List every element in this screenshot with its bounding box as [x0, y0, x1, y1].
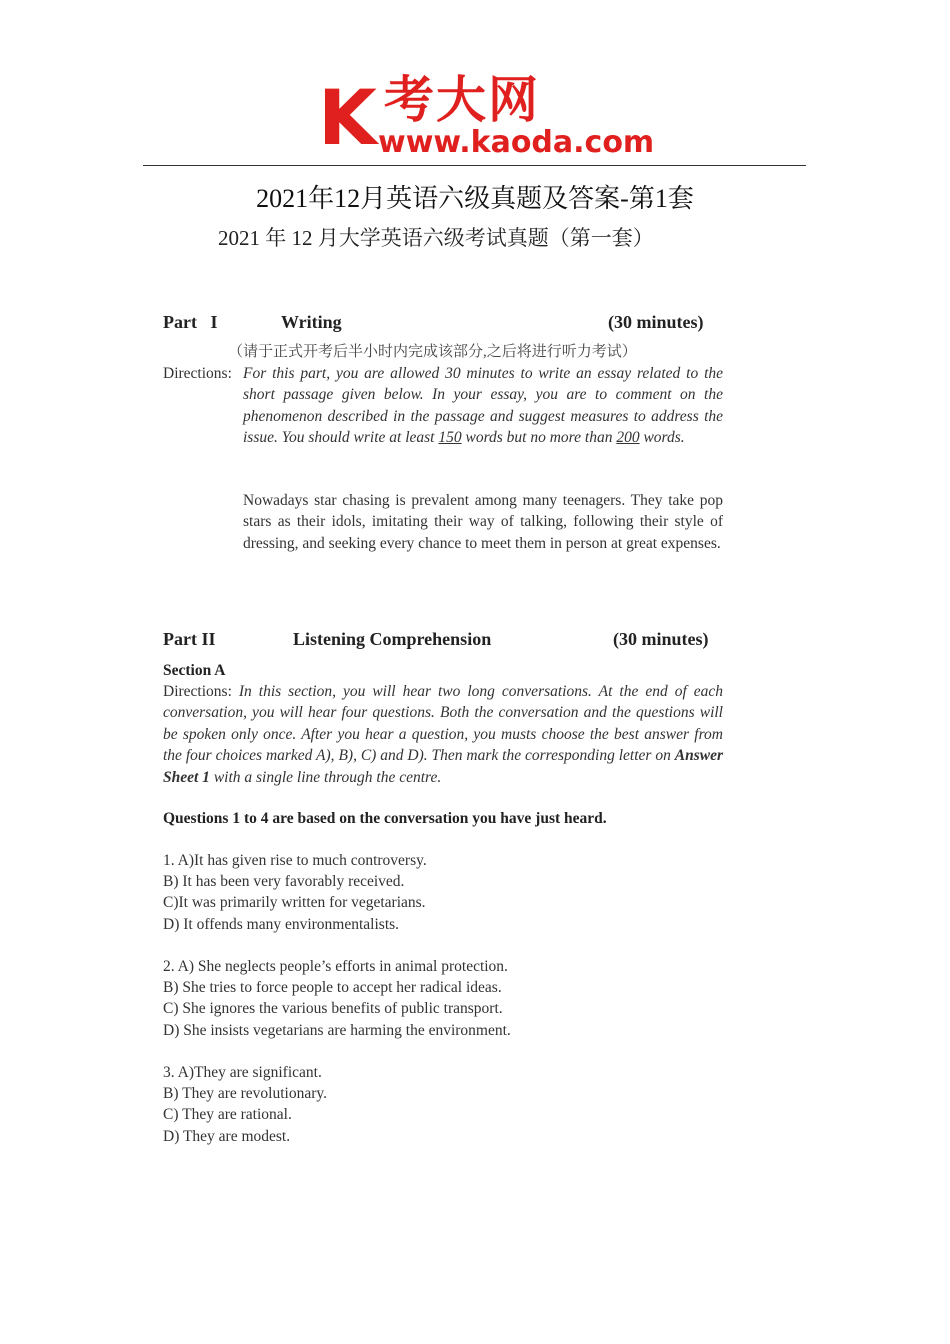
- question-option: C)It was primarily written for vegetarians.: [163, 894, 426, 912]
- question-option: C) They are rational.: [163, 1106, 292, 1124]
- section-a-heading: Section A: [163, 662, 226, 679]
- question-option: 3. A)They are significant.: [163, 1064, 322, 1081]
- question-1: [163, 850, 427, 935]
- question-option: 1. A)It has given rise to much controversy.: [163, 852, 427, 869]
- logo-chinese-name: 考大网: [384, 71, 540, 129]
- document-subtitle: 2021 年 12 月大学英语六级考试真题（第一套）: [218, 226, 654, 250]
- header-divider: [143, 165, 806, 166]
- question-2: [163, 956, 511, 1041]
- part2-directions: [163, 681, 723, 788]
- part1-directions-text-a: For this part, you are allowed 30 minutes to write an essay related to the short passage given below. In your essay, you are to comment on the phenomenon described in the passage and suggest measures to address the issue. You should write at least: [243, 365, 723, 447]
- part1-label: Part I: [163, 312, 218, 332]
- part1-max-words: 200: [616, 429, 640, 447]
- part2-directions-text-a: In this section, you will hear two long conversations. At the end of each conversation, you will hear four questions. Both the conversation and the questions will be spoken only once. After you hear a question, you musts choose the best answer from the four choices marked A), B), C) and D). Then mark the corresponding letter on: [163, 683, 724, 765]
- part2-directions-text-b: with a single line through the centre.: [209, 768, 442, 786]
- logo-k-mark: K: [318, 73, 375, 162]
- part2-title: Listening Comprehension: [293, 629, 492, 649]
- kaoda-logo: [318, 71, 655, 164]
- question-3: [163, 1062, 327, 1147]
- part1-directions-label: Directions:: [163, 365, 232, 382]
- part1-passage: Nowadays star chasing is prevalent among many teenagers. They take pop stars as their idols, imitating their way of talking, following their style of dressing, and seeking every chance to meet them in person at great expenses.: [243, 492, 723, 552]
- part2-directions-label: Directions:: [163, 683, 239, 700]
- part1-time: (30 minutes): [608, 312, 704, 332]
- part1-title: Writing: [281, 312, 342, 332]
- part1-note: （请于正式开考后半小时内完成该部分,之后将进行听力考试）: [228, 344, 637, 360]
- question-option: 2. A) She neglects people’s efforts in animal protection.: [163, 958, 508, 975]
- question-option: C) She ignores the various benefits of public transport.: [163, 1000, 503, 1018]
- document-title: 2021年12月英语六级真题及答案-第1套: [256, 184, 694, 213]
- part2-label: Part II: [163, 629, 216, 649]
- question-option: D) They are modest.: [163, 1127, 291, 1145]
- logo-url: www.kaoda.com: [378, 125, 655, 160]
- part2-time: (30 minutes): [613, 629, 709, 649]
- question-option: B) It has been very favorably received.: [163, 873, 405, 891]
- part1-directions-text-b: words but no more than: [461, 429, 617, 447]
- part1-directions-text-c: words.: [639, 429, 685, 447]
- question-option: D) It offends many environmentalists.: [163, 915, 400, 933]
- part2-answer-sheet: Answer Sheet 1: [163, 747, 723, 786]
- part1-directions: [243, 363, 723, 449]
- question-option: B) She tries to force people to accept her radical ideas.: [163, 979, 502, 997]
- question-option: B) They are revolutionary.: [163, 1085, 327, 1103]
- questions-heading: Questions 1 to 4 are based on the conversation you have just heard.: [163, 810, 607, 827]
- part1-min-words: 150: [438, 429, 462, 447]
- question-option: D) She insists vegetarians are harming the environment.: [163, 1021, 511, 1039]
